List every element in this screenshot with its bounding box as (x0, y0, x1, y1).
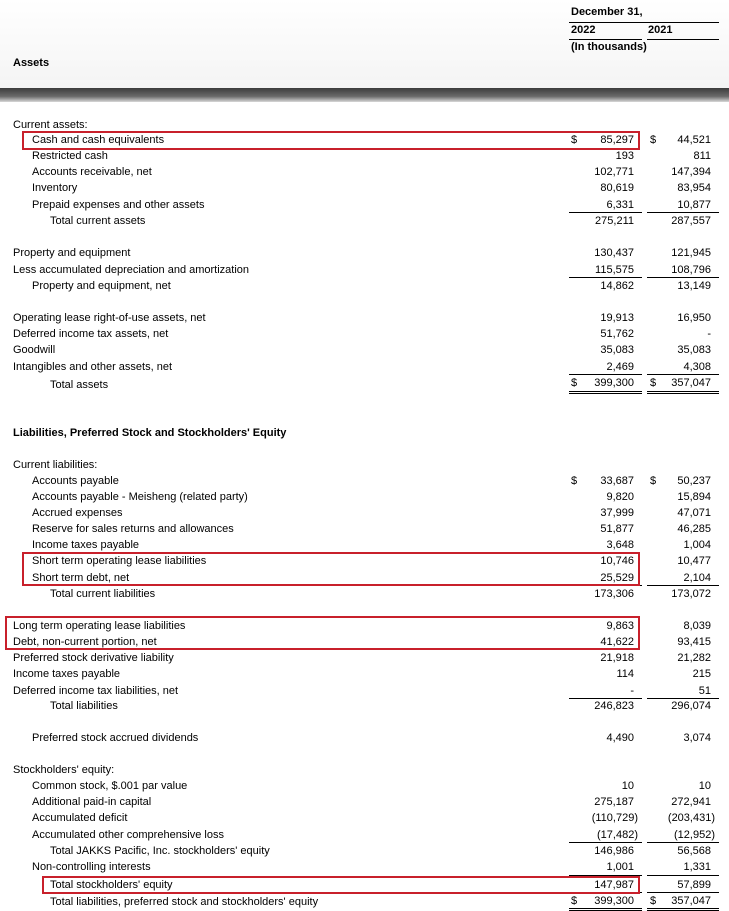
total-equity-2021: 57,899 (677, 879, 711, 891)
year-2021-rule (647, 39, 719, 40)
st-lease-2021: 10,477 (677, 555, 711, 567)
cash-label: Cash and cash equivalents (32, 134, 165, 146)
nci-2021: 1,331 (683, 861, 711, 873)
op-lease-asset-2021: 16,950 (677, 312, 711, 324)
total-liabilities-2022: 246,823 (594, 700, 634, 712)
aoci-label: Accumulated other comprehensive loss (32, 829, 224, 841)
ppe-net-2021: 13,149 (677, 280, 711, 292)
jakks-equity-2021: 56,568 (677, 845, 711, 857)
total-current-assets-label: Total current assets (50, 215, 146, 227)
ap-2022: 33,687 (600, 475, 634, 487)
op-lease-asset-label: Operating lease right-of-use assets, net (13, 312, 206, 324)
reserve-2022: 51,877 (600, 523, 634, 535)
highlight-box-cash (22, 131, 640, 150)
total-liabilities-2021: 296,074 (671, 700, 711, 712)
receivable-2022: 102,771 (594, 166, 634, 178)
common-stock-2021: 10 (698, 780, 711, 792)
cash-dollar-2022: $ (571, 134, 578, 146)
restricted-cash-2022: 193 (615, 150, 634, 162)
total-current-assets-2021: 287,557 (671, 215, 711, 227)
accrued-2021: 47,071 (677, 507, 711, 519)
restricted-cash-2021: 811 (693, 150, 711, 162)
debt-noncurrent-label: Debt, non-current portion, net (13, 636, 157, 648)
op-lease-asset-2022: 19,913 (600, 312, 634, 324)
prepaid-2022: 6,331 (606, 199, 634, 211)
apic-2021: 272,941 (671, 796, 711, 808)
reserve-label: Reserve for sales returns and allowances (32, 523, 234, 535)
intangibles-label: Intangibles and other assets, net (13, 361, 172, 373)
restricted-cash-label: Restricted cash (32, 150, 108, 162)
deficit-2021: (203,431) (667, 812, 715, 824)
highlight-box-short-term (22, 552, 640, 586)
highlight-box-total-equity (42, 876, 640, 894)
deficit-label: Accumulated deficit (32, 812, 128, 824)
accrued-label: Accrued expenses (32, 507, 123, 519)
ppe-net-label: Property and equipment, net (32, 280, 171, 292)
ap-dollar-2021: $ (650, 475, 657, 487)
total-assets-dollar-2022: $ (571, 377, 578, 389)
jakks-equity-label: Total JAKKS Pacific, Inc. stockholders' equity (50, 845, 270, 857)
ap-dollar-2022: $ (571, 475, 578, 487)
accum-dep-label: Less accumulated depreciation and amortization (13, 264, 250, 276)
goodwill-label: Goodwill (13, 344, 56, 356)
current-assets-heading: Current assets: (13, 119, 88, 131)
total-assets-dollar-2021: $ (650, 377, 657, 389)
year-2022-header: 2022 (571, 24, 596, 36)
aoci-2022: (17,482) (597, 829, 638, 841)
inventory-label: Inventory (32, 182, 78, 194)
ppe-net-2022: 14,862 (600, 280, 634, 292)
total-equity-2022: 147,987 (594, 879, 634, 891)
income-tax-label: Income taxes payable (32, 539, 140, 551)
apic-label: Additional paid-in capital (32, 796, 152, 808)
pref-dividends-label: Preferred stock accrued dividends (32, 732, 199, 744)
unit-header: (In thousands) (571, 41, 647, 53)
income-tax-pay-label: Income taxes payable (13, 668, 121, 680)
prepaid-label: Prepaid expenses and other assets (32, 199, 205, 211)
ap-2021: 50,237 (677, 475, 711, 487)
lt-lease-2022: 9,863 (606, 620, 634, 632)
total-liabilities-label: Total liabilities (50, 700, 118, 712)
deferred-tax-liab-2021: 51 (698, 685, 711, 697)
debt-noncurrent-2022: 41,622 (600, 636, 634, 648)
common-stock-label: Common stock, $.001 par value (32, 780, 188, 792)
current-liabilities-heading: Current liabilities: (13, 459, 98, 471)
total-current-liab-2021: 173,072 (671, 588, 711, 600)
goodwill-2022: 35,083 (600, 344, 634, 356)
total-current-liab-label: Total current liabilities (50, 588, 156, 600)
income-tax-pay-2021: 215 (692, 668, 711, 680)
pref-deriv-2021: 21,282 (677, 652, 711, 664)
pref-deriv-label: Preferred stock derivative liability (13, 652, 174, 664)
cash-dollar-2021: $ (650, 134, 657, 146)
pref-dividends-2021: 3,074 (683, 732, 711, 744)
aoci-2021: (12,952) (674, 829, 715, 841)
intangibles-2022: 2,469 (606, 361, 634, 373)
deferred-tax-asset-label: Deferred income tax assets, net (13, 328, 169, 340)
deferred-tax-liab-label: Deferred income tax liabilities, net (13, 685, 179, 697)
total-assets-double-rule-2021 (647, 391, 719, 394)
jakks-equity-2022: 146,986 (594, 845, 634, 857)
accum-dep-2021: 108,796 (671, 264, 711, 276)
pref-deriv-2022: 21,918 (600, 652, 634, 664)
st-lease-2022: 10,746 (600, 555, 634, 567)
cash-2021: 44,521 (677, 134, 711, 146)
date-header-rule (569, 22, 719, 23)
ppe-label: Property and equipment (13, 247, 131, 259)
ap-label: Accounts payable (32, 475, 119, 487)
accrued-2022: 37,999 (600, 507, 634, 519)
pref-dividends-2022: 4,490 (606, 732, 634, 744)
deferred-tax-asset-2022: 51,762 (600, 328, 634, 340)
liabilities-heading: Liabilities, Preferred Stock and Stockholders' Equity (13, 427, 287, 439)
goodwill-2021: 35,083 (677, 344, 711, 356)
ap-meisheng-2022: 9,820 (606, 491, 634, 503)
common-stock-2022: 10 (621, 780, 634, 792)
total-equity-label: Total stockholders' equity (50, 879, 173, 891)
year-2022-rule (569, 39, 642, 40)
inventory-2021: 83,954 (677, 182, 711, 194)
ppe-2021: 121,945 (671, 247, 711, 259)
st-lease-label: Short term operating lease liabilities (32, 555, 207, 567)
ppe-2022: 130,437 (594, 247, 634, 259)
cash-2022: 85,297 (600, 134, 634, 146)
income-tax-2022: 3,648 (606, 539, 634, 551)
apic-2022: 275,187 (594, 796, 634, 808)
receivable-2021: 147,394 (671, 166, 711, 178)
deferred-tax-liab-2022: - (630, 685, 634, 697)
receivable-label: Accounts receivable, net (32, 166, 152, 178)
assets-heading: Assets (13, 57, 50, 69)
lt-lease-label: Long term operating lease liabilities (13, 620, 186, 632)
inventory-2022: 80,619 (600, 182, 634, 194)
total-assets-2022: 399,300 (594, 377, 634, 389)
total-assets-label: Total assets (50, 379, 109, 391)
st-debt-label: Short term debt, net (32, 572, 130, 584)
highlight-box-long-term (5, 616, 640, 650)
accum-dep-2022: 115,575 (595, 264, 634, 276)
deficit-2022: (110,729) (591, 812, 638, 824)
income-tax-2021: 1,004 (683, 539, 711, 551)
lt-lease-2021: 8,039 (683, 620, 711, 632)
total-assets-double-rule-2022 (569, 391, 642, 394)
st-debt-2022: 25,529 (600, 572, 634, 584)
debt-noncurrent-2021: 93,415 (677, 636, 711, 648)
section-divider (0, 88, 729, 102)
reserve-2021: 46,285 (677, 523, 711, 535)
total-liab-equity-label: Total liabilities, preferred stock and stockholders' equity (50, 896, 319, 908)
st-debt-2021: 2,104 (683, 572, 711, 584)
nci-label: Non-controlling interests (32, 861, 151, 873)
nci-2022: 1,001 (606, 861, 634, 873)
ap-meisheng-2021: 15,894 (677, 491, 711, 503)
equity-heading: Stockholders' equity: (13, 764, 115, 776)
total-equity-rule-2021 (647, 875, 719, 876)
total-liab-equity-2022: 399,300 (594, 895, 634, 907)
ap-meisheng-label: Accounts payable - Meisheng (related party) (32, 491, 248, 503)
total-assets-2021: 357,047 (671, 377, 711, 389)
date-header: December 31, (571, 6, 643, 18)
total-current-liab-2022: 173,306 (594, 588, 634, 600)
deferred-tax-asset-2021: - (707, 328, 711, 340)
prepaid-2021: 10,877 (677, 199, 711, 211)
intangibles-2021: 4,308 (683, 361, 711, 373)
total-liab-equity-dollar-2021: $ (650, 895, 657, 907)
income-tax-pay-2022: 114 (616, 668, 634, 680)
total-liab-equity-2021: 357,047 (671, 895, 711, 907)
total-current-assets-2022: 275,211 (595, 215, 634, 227)
total-liab-equity-dollar-2022: $ (571, 895, 578, 907)
year-2021-header: 2021 (648, 24, 673, 36)
